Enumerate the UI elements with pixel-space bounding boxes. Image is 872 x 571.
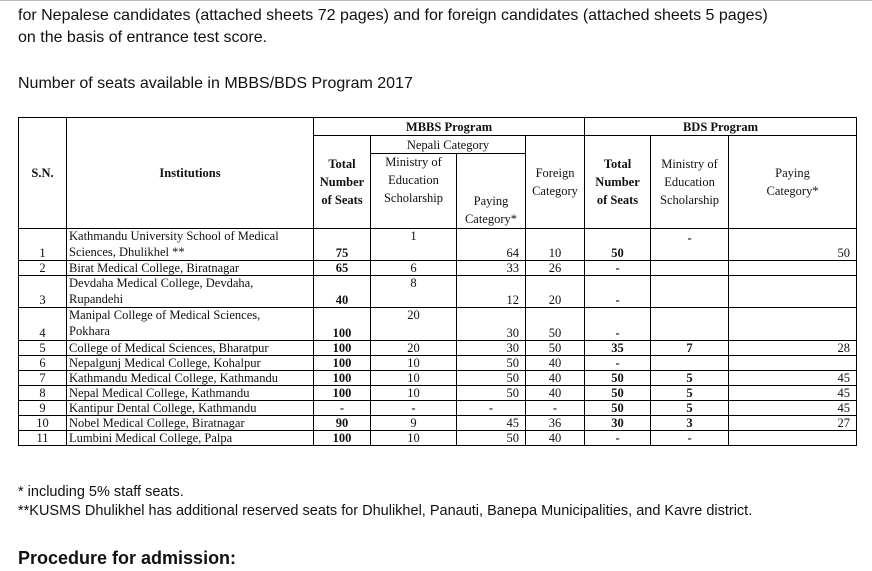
header-mbbs-total [314, 136, 371, 229]
header-bds-program: BDS Program [585, 118, 857, 136]
header-row-programs [19, 118, 857, 136]
cell-institution: Birat Medical College, Biratnagar [67, 261, 314, 276]
cell-foreign: 10 [526, 229, 585, 261]
cell-foreign: 40 [526, 371, 585, 386]
cell-mbbs-paying: 45 [457, 416, 526, 431]
cell-bds-paying: 28 [729, 341, 857, 356]
cell-mbbs-paying: 50 [457, 431, 526, 446]
header-bds-total-line-3: of Seats [596, 193, 639, 207]
cell-foreign: 40 [526, 386, 585, 401]
cell-mbbs-moe: 20 [371, 341, 457, 356]
cell-bds-total: 50 [585, 401, 651, 416]
header-foreign-line-2: Category [532, 184, 578, 198]
cell-foreign: 40 [526, 356, 585, 371]
cell-bds-paying [729, 431, 857, 446]
table-row [19, 229, 857, 261]
institution-line-1: Kathmandu University School of Medical [69, 229, 279, 243]
header-total-line-2: Number [319, 175, 365, 189]
header-bds-total-line-2: Number [595, 175, 640, 189]
cell-mbbs-total: - [314, 401, 371, 416]
cell-institution: Kathmandu Medical College, Kathmandu [67, 371, 314, 386]
footnote-kusms-reserved: **KUSMS Dhulikhel has additional reserved seats for Dhulikhel, Panauti, Banepa Municipalities, and Kavre district. [18, 503, 753, 519]
cell-sn: 5 [19, 341, 67, 356]
cell-foreign: 50 [526, 308, 585, 341]
cell-sn: 9 [19, 401, 67, 416]
cell-mbbs-total: 65 [314, 261, 371, 276]
cell-bds-moe: 5 [651, 401, 729, 416]
cell-bds-moe [651, 308, 729, 341]
cell-mbbs-moe: 20 [371, 308, 457, 341]
institution-line-2: Rupandehi [69, 292, 124, 306]
cell-mbbs-moe: 6 [371, 261, 457, 276]
section-title: Number of seats available in MBBS/BDS Program 2017 [18, 75, 413, 92]
header-bds-paying [729, 136, 857, 229]
cell-mbbs-paying: 12 [457, 276, 526, 308]
cell-bds-paying: 45 [729, 371, 857, 386]
header-mbbs-moe [371, 154, 457, 229]
seats-table [18, 117, 857, 446]
cell-bds-total: - [585, 308, 651, 341]
cell-mbbs-paying: 30 [457, 341, 526, 356]
cell-bds-total: - [585, 261, 651, 276]
cell-bds-total: 35 [585, 341, 651, 356]
cell-bds-moe [651, 276, 729, 308]
header-total-line-3: of Seats [321, 193, 363, 207]
cell-mbbs-moe: 10 [371, 431, 457, 446]
cell-mbbs-moe: 1 [371, 229, 457, 261]
header-paying-line-2: Category* [464, 212, 518, 226]
cell-mbbs-total: 100 [314, 431, 371, 446]
header-moe-line-1: Ministry of [385, 155, 442, 169]
cell-mbbs-paying: 50 [457, 356, 526, 371]
header-moe-line-3: Scholarship [383, 191, 444, 205]
cell-bds-paying [729, 276, 857, 308]
table-row [19, 386, 857, 401]
cell-bds-total: - [585, 276, 651, 308]
table-row [19, 341, 857, 356]
cell-institution [67, 276, 314, 308]
cell-bds-moe: - [651, 229, 729, 261]
cell-bds-paying: 27 [729, 416, 857, 431]
cell-institution [67, 229, 314, 261]
header-sn: S.N. [19, 118, 67, 229]
cell-institution: Nepal Medical College, Kathmandu [67, 386, 314, 401]
cell-mbbs-moe: 10 [371, 386, 457, 401]
procedure-heading: Procedure for admission: [18, 548, 237, 568]
institution-line-2: Pokhara [69, 324, 110, 338]
cell-foreign: - [526, 401, 585, 416]
cell-bds-moe: 5 [651, 386, 729, 401]
cell-foreign: 50 [526, 341, 585, 356]
cell-bds-total: - [585, 356, 651, 371]
cell-bds-moe: 5 [651, 371, 729, 386]
table-row [19, 308, 857, 341]
cell-institution [67, 308, 314, 341]
cell-mbbs-moe: 9 [371, 416, 457, 431]
header-institutions: Institutions [67, 118, 314, 229]
table-row [19, 356, 857, 371]
cell-mbbs-paying: 33 [457, 261, 526, 276]
cell-bds-paying [729, 261, 857, 276]
header-bds-moe [651, 136, 729, 229]
cell-bds-total: - [585, 431, 651, 446]
cell-bds-total: 30 [585, 416, 651, 431]
cell-mbbs-moe: - [371, 401, 457, 416]
top-divider [0, 0, 872, 1]
table-row [19, 371, 857, 386]
header-bds-moe-line-3: Scholarship [660, 193, 720, 207]
cell-bds-total: 50 [585, 386, 651, 401]
header-moe-line-2: Education [388, 173, 439, 187]
cell-mbbs-paying: 50 [457, 386, 526, 401]
cell-foreign: 36 [526, 416, 585, 431]
header-bds-paying-line-1: Paying [775, 166, 810, 180]
header-nepali-category: Nepali Category [371, 136, 526, 154]
cell-sn: 10 [19, 416, 67, 431]
cell-bds-total: 50 [585, 229, 651, 261]
cell-sn: 8 [19, 386, 67, 401]
cell-mbbs-moe: 10 [371, 356, 457, 371]
header-paying-line-1: Paying [473, 194, 509, 208]
cell-institution: Nepalgunj Medical College, Kohalpur [67, 356, 314, 371]
cell-bds-moe: 3 [651, 416, 729, 431]
cell-bds-paying [729, 356, 857, 371]
header-foreign-line-1: Foreign [535, 166, 575, 180]
cell-bds-paying: 45 [729, 386, 857, 401]
cell-bds-total: 50 [585, 371, 651, 386]
cell-mbbs-moe: 10 [371, 371, 457, 386]
cell-sn: 7 [19, 371, 67, 386]
institution-line-1: Devdaha Medical College, Devdaha, [69, 276, 254, 290]
header-mbbs-paying [457, 154, 526, 229]
cell-mbbs-total: 100 [314, 371, 371, 386]
cell-mbbs-paying: - [457, 401, 526, 416]
intro-line-2: on the basis of entrance test score. [18, 29, 268, 46]
cell-mbbs-total: 75 [314, 229, 371, 261]
cell-institution: Nobel Medical College, Biratnagar [67, 416, 314, 431]
institution-line-1: Manipal College of Medical Sciences, [69, 308, 261, 322]
cell-sn: 11 [19, 431, 67, 446]
cell-mbbs-paying: 30 [457, 308, 526, 341]
cell-mbbs-total: 100 [314, 308, 371, 341]
header-total-line-1: Total [328, 157, 356, 171]
header-mbbs-program: MBBS Program [314, 118, 585, 136]
cell-mbbs-paying: 50 [457, 371, 526, 386]
header-foreign-category [526, 136, 585, 229]
intro-line-1: for Nepalese candidates (attached sheets 72 pages) and for foreign candidates (attached sheets 5 pages) [18, 7, 768, 24]
header-bds-total [585, 136, 651, 229]
cell-institution: College of Medical Sciences, Bharatpur [67, 341, 314, 356]
header-bds-moe-line-2: Education [664, 175, 715, 189]
cell-sn: 6 [19, 356, 67, 371]
cell-foreign: 40 [526, 431, 585, 446]
cell-mbbs-total: 100 [314, 341, 371, 356]
institution-line-2: Sciences, Dhulikhel ** [69, 245, 185, 259]
cell-institution: Kantipur Dental College, Kathmandu [67, 401, 314, 416]
table-row [19, 416, 857, 431]
header-bds-paying-line-2: Category* [766, 184, 819, 198]
table-row [19, 431, 857, 446]
cell-foreign: 26 [526, 261, 585, 276]
cell-institution: Lumbini Medical College, Palpa [67, 431, 314, 446]
cell-bds-moe [651, 356, 729, 371]
cell-mbbs-total: 40 [314, 276, 371, 308]
cell-bds-paying [729, 308, 857, 341]
cell-mbbs-total: 100 [314, 386, 371, 401]
cell-sn: 4 [19, 308, 67, 341]
table-row [19, 276, 857, 308]
cell-bds-moe: 7 [651, 341, 729, 356]
cell-mbbs-total: 100 [314, 356, 371, 371]
cell-sn: 1 [19, 229, 67, 261]
cell-mbbs-moe: 8 [371, 276, 457, 308]
cell-mbbs-paying: 64 [457, 229, 526, 261]
cell-foreign: 20 [526, 276, 585, 308]
cell-sn: 2 [19, 261, 67, 276]
table-row [19, 261, 857, 276]
cell-bds-paying: 45 [729, 401, 857, 416]
table-row [19, 401, 857, 416]
footnote-staff-seats: * including 5% staff seats. [18, 484, 184, 500]
cell-bds-moe [651, 261, 729, 276]
cell-bds-moe: - [651, 431, 729, 446]
header-bds-total-line-1: Total [603, 157, 632, 171]
cell-bds-paying: 50 [729, 229, 857, 261]
header-bds-moe-line-1: Ministry of [661, 157, 718, 171]
cell-mbbs-total: 90 [314, 416, 371, 431]
cell-sn: 3 [19, 276, 67, 308]
